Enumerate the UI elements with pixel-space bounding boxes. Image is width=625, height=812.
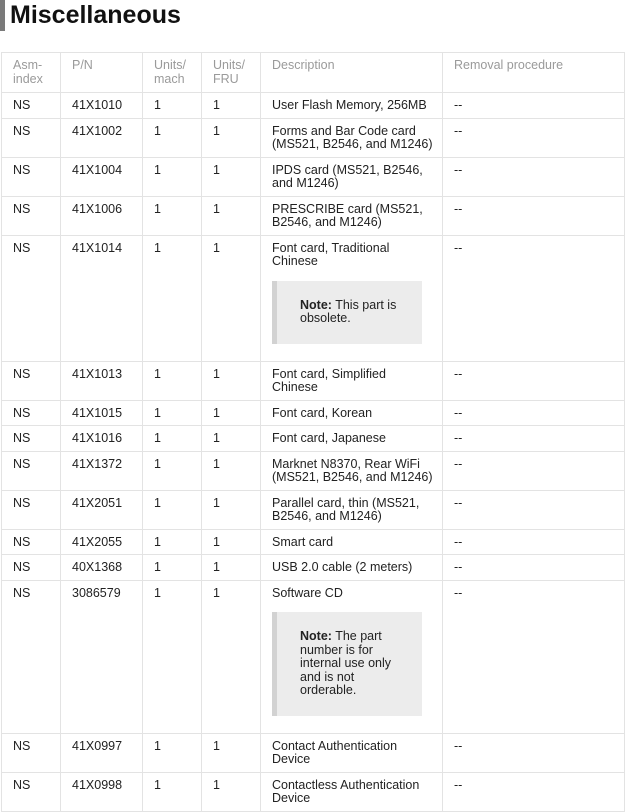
description-text: Software CD	[272, 585, 343, 600]
cell-part-number: 41X1013	[61, 361, 143, 400]
description-text: User Flash Memory, 256MB	[272, 98, 427, 112]
cell-units-fru: 1	[202, 157, 261, 196]
cell-part-number: 3086579	[61, 580, 143, 733]
cell-units-mach: 1	[143, 490, 202, 529]
cell-units-mach: 1	[143, 733, 202, 772]
cell-description	[261, 157, 443, 196]
cell-units-fru: 1	[202, 93, 261, 119]
cell-removal-procedure: --	[443, 235, 625, 361]
cell-units-fru: 1	[202, 451, 261, 490]
table-row	[2, 490, 625, 529]
cell-units-fru: 1	[202, 772, 261, 811]
description-text: USB 2.0 cable (2 meters)	[272, 560, 413, 574]
cell-part-number: 41X0997	[61, 733, 143, 772]
cell-part-number: 41X1010	[61, 93, 143, 119]
table-row	[2, 196, 625, 235]
cell-asm-index: NS	[2, 451, 61, 490]
cell-description	[261, 490, 443, 529]
cell-asm-index: NS	[2, 118, 61, 157]
cell-description	[261, 235, 443, 361]
column-header-asm-index: Asm-index	[2, 53, 61, 93]
cell-units-fru: 1	[202, 529, 261, 555]
description-text: Font card, Simplified Chinese	[272, 366, 386, 394]
table-row	[2, 361, 625, 400]
cell-description	[261, 426, 443, 452]
cell-units-fru: 1	[202, 426, 261, 452]
cell-removal-procedure: --	[443, 555, 625, 581]
description-text: Font card, Korean	[272, 405, 373, 420]
cell-removal-procedure: --	[443, 733, 625, 772]
cell-asm-index: NS	[2, 235, 61, 361]
description-text: Contactless Authentication Device	[272, 777, 420, 805]
cell-part-number: 41X1016	[61, 426, 143, 452]
cell-units-fru: 1	[202, 733, 261, 772]
cell-description	[261, 400, 443, 426]
note-label: Note:	[300, 297, 332, 312]
cell-part-number: 41X1372	[61, 451, 143, 490]
cell-part-number: 41X2051	[61, 490, 143, 529]
cell-units-fru: 1	[202, 490, 261, 529]
cell-description	[261, 580, 443, 733]
cell-removal-procedure: --	[443, 157, 625, 196]
cell-units-fru: 1	[202, 361, 261, 400]
cell-part-number: 41X1014	[61, 235, 143, 361]
table-row	[2, 772, 625, 811]
cell-units-mach: 1	[143, 555, 202, 581]
cell-removal-procedure: --	[443, 93, 625, 119]
cell-description	[261, 733, 443, 772]
note-box	[272, 612, 422, 716]
cell-units-fru: 1	[202, 235, 261, 361]
cell-units-fru: 1	[202, 400, 261, 426]
cell-removal-procedure: --	[443, 400, 625, 426]
cell-removal-procedure: --	[443, 451, 625, 490]
note-label: Note:	[300, 629, 332, 643]
table-row	[2, 118, 625, 157]
cell-units-mach: 1	[143, 196, 202, 235]
cell-units-mach: 1	[143, 451, 202, 490]
column-header-removal-procedure: Removal procedure	[443, 53, 625, 93]
cell-description	[261, 772, 443, 811]
cell-asm-index: NS	[2, 490, 61, 529]
cell-part-number: 41X1006	[61, 196, 143, 235]
table-row	[2, 580, 625, 733]
description-text: Forms and Bar Code card (MS521, B2546, and M1246)	[272, 123, 433, 151]
cell-units-fru: 1	[202, 580, 261, 733]
cell-removal-procedure: --	[443, 196, 625, 235]
cell-removal-procedure: --	[443, 361, 625, 400]
cell-asm-index: NS	[2, 772, 61, 811]
table-row	[2, 451, 625, 490]
cell-removal-procedure: --	[443, 118, 625, 157]
table-row	[2, 235, 625, 361]
cell-units-mach: 1	[143, 426, 202, 452]
cell-units-mach: 1	[143, 361, 202, 400]
column-header-description: Description	[261, 53, 443, 93]
cell-removal-procedure: --	[443, 580, 625, 733]
cell-units-mach: 1	[143, 118, 202, 157]
cell-removal-procedure: --	[443, 426, 625, 452]
cell-asm-index: NS	[2, 580, 61, 733]
cell-part-number: 40X1368	[61, 555, 143, 581]
table-row	[2, 93, 625, 119]
table-row	[2, 555, 625, 581]
cell-part-number: 41X1015	[61, 400, 143, 426]
cell-asm-index: NS	[2, 196, 61, 235]
table-body	[2, 93, 625, 812]
column-header-units-mach: Units/ mach	[143, 53, 202, 93]
cell-units-mach: 1	[143, 400, 202, 426]
cell-units-mach: 1	[143, 235, 202, 361]
cell-description	[261, 93, 443, 119]
cell-description	[261, 118, 443, 157]
cell-units-mach: 1	[143, 93, 202, 119]
column-header-units-fru: Units/ FRU	[202, 53, 261, 93]
cell-units-fru: 1	[202, 555, 261, 581]
table-row	[2, 733, 625, 772]
cell-asm-index: NS	[2, 733, 61, 772]
cell-asm-index: NS	[2, 157, 61, 196]
description-text: Parallel card, thin (MS521, B2546, and M1246)	[272, 495, 420, 523]
cell-removal-procedure: --	[443, 529, 625, 555]
cell-part-number: 41X2055	[61, 529, 143, 555]
cell-removal-procedure: --	[443, 772, 625, 811]
cell-description	[261, 196, 443, 235]
cell-part-number: 41X1002	[61, 118, 143, 157]
cell-description	[261, 361, 443, 400]
note-text: The part number is for internal use only and is not orderable.	[300, 629, 392, 697]
description-text: Font card, Japanese	[272, 431, 386, 445]
table-row	[2, 426, 625, 452]
cell-units-fru: 1	[202, 118, 261, 157]
cell-units-mach: 1	[143, 772, 202, 811]
cell-asm-index: NS	[2, 400, 61, 426]
parts-table	[1, 52, 625, 812]
cell-asm-index: NS	[2, 529, 61, 555]
cell-asm-index: NS	[2, 555, 61, 581]
cell-removal-procedure: --	[443, 490, 625, 529]
description-text: Font card, Traditional Chinese	[272, 240, 390, 268]
cell-asm-index: NS	[2, 426, 61, 452]
cell-units-mach: 1	[143, 529, 202, 555]
cell-description	[261, 529, 443, 555]
cell-units-mach: 1	[143, 157, 202, 196]
description-text: Contact Authentication Device	[272, 738, 398, 766]
cell-units-mach: 1	[143, 580, 202, 733]
table-header-row	[2, 53, 625, 93]
cell-part-number: 41X0998	[61, 772, 143, 811]
description-text: IPDS card (MS521, B2546, and M1246)	[272, 162, 423, 190]
cell-description	[261, 555, 443, 581]
description-text: Smart card	[272, 534, 334, 549]
table-row	[2, 529, 625, 555]
description-text: Marknet N8370, Rear WiFi (MS521, B2546, and M1246)	[272, 456, 433, 484]
note-box	[272, 281, 422, 344]
note-text: This part is obsolete.	[300, 297, 397, 325]
cell-description	[261, 451, 443, 490]
description-text: PRESCRIBE card (MS521, B2546, and M1246)	[272, 201, 423, 229]
table-row	[2, 157, 625, 196]
column-header-pn: P/N	[61, 53, 143, 93]
cell-units-fru: 1	[202, 196, 261, 235]
cell-part-number: 41X1004	[61, 157, 143, 196]
table-row	[2, 400, 625, 426]
cell-asm-index: NS	[2, 93, 61, 119]
page-title: Miscellaneous	[0, 0, 181, 31]
cell-asm-index: NS	[2, 361, 61, 400]
